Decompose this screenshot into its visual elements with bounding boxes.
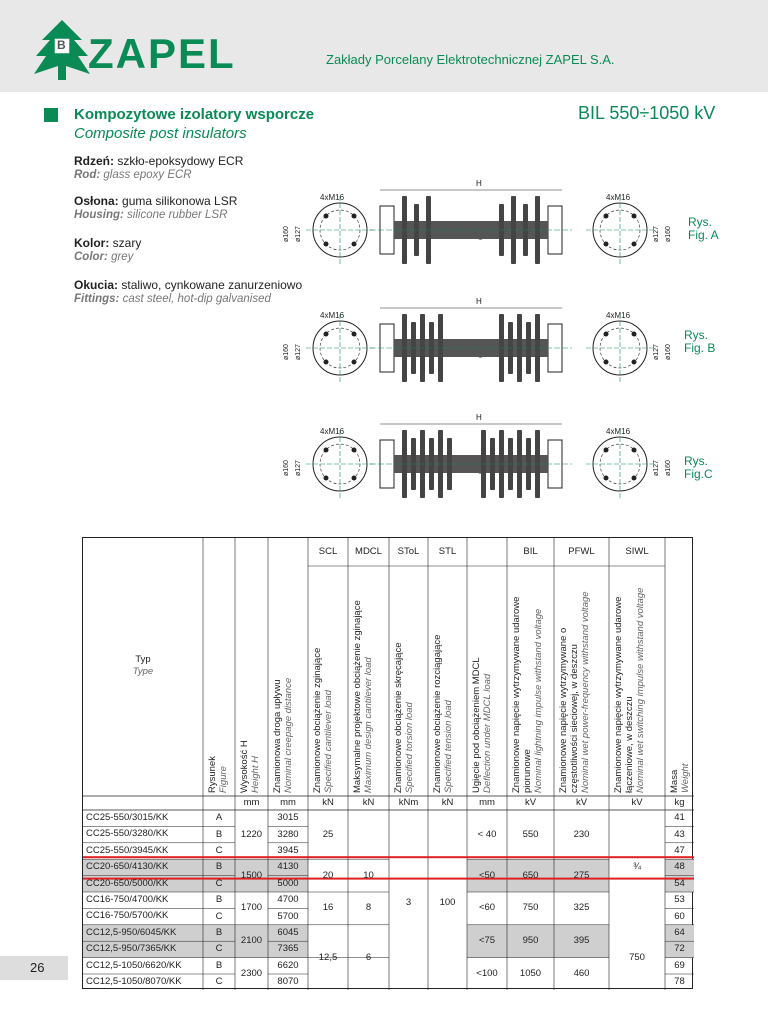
header-8: Ugięcie pod obciążeniem MDCL Deflection under MDCL load bbox=[471, 657, 493, 793]
fig-c-label: Rys. Fig.C bbox=[684, 454, 713, 481]
group-mdcl: 8 bbox=[365, 902, 372, 914]
company-name: Zakłady Porcelany Elektrotechnicznej ZAPEL S.A. bbox=[326, 52, 615, 67]
fig-a-d160-right: ø160 bbox=[665, 226, 672, 242]
row-mass: 53 bbox=[674, 894, 685, 906]
header-2: Wysokość H Height H bbox=[239, 740, 261, 793]
fig-c-left-end-bolt-hole bbox=[324, 476, 329, 481]
unit-cell: mm bbox=[243, 797, 260, 808]
fig-c-left-end-bolt-hole bbox=[352, 476, 357, 481]
row-figure: C bbox=[215, 910, 223, 922]
spec-color: Kolor: szary Color: grey bbox=[74, 236, 142, 263]
row-type: CC12,5-950/6045/KK bbox=[86, 926, 177, 938]
fig-a-right-end-bolt-hole bbox=[632, 214, 637, 219]
row-mass: 47 bbox=[674, 845, 685, 856]
spec-housing: Osłona: guma silikonowa LSR Housing: silicone rubber LSR bbox=[74, 194, 238, 221]
logo-text: ZAPEL bbox=[88, 30, 236, 77]
header-5: Maksymalne projektowe obciążenie zginające Maximum design cantilever load bbox=[352, 600, 374, 793]
group-mdcl: 10 bbox=[363, 869, 374, 881]
row-mass: 41 bbox=[674, 812, 685, 824]
group-bil: 650 bbox=[522, 869, 539, 881]
header-12: Masa Weight bbox=[669, 763, 691, 793]
fig-c-right-end-bolt-hole bbox=[632, 448, 637, 453]
row-figure: A bbox=[215, 812, 223, 824]
fig-b-right-end-bolt-hole bbox=[604, 332, 609, 337]
row-type: CC12,5-1050/6620/KK bbox=[86, 959, 182, 971]
fig-b-d127-left: ø127 bbox=[295, 344, 302, 360]
unit-cell: kV bbox=[575, 797, 588, 808]
group-mdcl-merged: 6 bbox=[365, 951, 372, 963]
abbr-pfwl: PFWL bbox=[568, 546, 595, 557]
fig-b-label: Rys. Fig. B bbox=[684, 328, 716, 355]
fig-a-d127-left: ø127 bbox=[295, 226, 302, 242]
fig-b-d160-right: ø160 bbox=[665, 344, 672, 360]
row-type: CC25-550/3280/KK bbox=[86, 828, 169, 840]
fig-a-right-end-bolt-hole bbox=[604, 214, 609, 219]
insulator-drawings bbox=[270, 168, 680, 498]
page-number: 26 bbox=[0, 956, 68, 980]
fig-a-d127-right: ø127 bbox=[653, 226, 660, 242]
fig-b-bolt-label-left: 4xM16 bbox=[320, 311, 345, 320]
row-mass: 43 bbox=[674, 828, 685, 840]
unit-cell: kg bbox=[674, 797, 685, 808]
row-figure: B bbox=[215, 828, 223, 840]
fig-c-d160-right: ø160 bbox=[665, 460, 672, 476]
row-creepage: 5000 bbox=[277, 877, 299, 889]
fig-c-right-end-bolt-hole bbox=[632, 476, 637, 481]
fig-b-h-label: H bbox=[476, 297, 482, 306]
row-creepage: 4130 bbox=[277, 861, 299, 873]
row-figure: B bbox=[215, 927, 223, 938]
type-header-en: Type bbox=[132, 666, 154, 677]
fig-a-label: Rys. Fig. A bbox=[688, 215, 719, 242]
fig-b-left-end-bolt-hole bbox=[324, 360, 329, 365]
fig-a-d160-left: ø160 bbox=[283, 226, 290, 242]
row-creepage: 4700 bbox=[277, 894, 299, 906]
row-type: CC20-650/4130/KK bbox=[86, 861, 169, 873]
unit-cell: kNm bbox=[398, 797, 419, 808]
row-type: CC25-550/3015/KK bbox=[86, 812, 169, 823]
group-pfwl: 395 bbox=[573, 935, 590, 947]
abbr-stl: STL bbox=[438, 546, 457, 557]
row-type: CC25-550/3945/KK bbox=[86, 844, 169, 856]
row-creepage: 3945 bbox=[277, 845, 299, 856]
header-6: Znamionowe obciążenie skręcające Specified torsion load bbox=[393, 642, 415, 793]
fig-b-d127-right: ø127 bbox=[653, 344, 660, 360]
fig-c-d160-left: ø160 bbox=[283, 460, 290, 476]
group-pfwl: 275 bbox=[573, 869, 590, 881]
group-deflection: <60 bbox=[478, 902, 496, 914]
group-pfwl: 230 bbox=[573, 828, 590, 840]
abbr-scl: SCL bbox=[318, 546, 338, 557]
bil-range: BIL 550÷1050 kV bbox=[578, 103, 716, 123]
fig-b-left-end-bolt-hole bbox=[352, 360, 357, 365]
row-creepage: 7365 bbox=[277, 943, 299, 955]
fig-c-d127-right: ø127 bbox=[653, 460, 660, 476]
fig-b-d160-left: ø160 bbox=[283, 344, 290, 360]
fig-a-left-end-bolt-hole bbox=[352, 214, 357, 219]
fig-a-left-end-bolt-hole bbox=[324, 214, 329, 219]
stol-value: 3 bbox=[405, 896, 412, 908]
type-header: Typ bbox=[135, 654, 151, 665]
group-height: 2300 bbox=[240, 968, 263, 979]
group-scl: 20 bbox=[322, 869, 334, 881]
unit-cell: kV bbox=[524, 797, 537, 808]
section-marker bbox=[44, 108, 58, 122]
row-figure: B bbox=[215, 861, 223, 873]
unit-cell: kN bbox=[362, 797, 375, 808]
spec-rod: Rdzeń: szkło-epoksydowy ECR Rod: glass epoxy ECR bbox=[74, 154, 244, 181]
fig-c-left-end-bolt-hole bbox=[324, 448, 329, 453]
row-mass: 54 bbox=[674, 877, 685, 889]
group-deflection: <100 bbox=[476, 968, 498, 979]
group-scl-merged: 12,5 bbox=[318, 951, 338, 963]
header-9: Znamionowe napięcie wytrzymywane udarowe piorunowe Nominal lightning impulse withstand voltage bbox=[511, 596, 544, 793]
group-height: 1700 bbox=[240, 902, 263, 914]
row-mass: 72 bbox=[674, 943, 685, 955]
fig-b-right-end-bolt-hole bbox=[632, 360, 637, 365]
group-pfwl: 460 bbox=[573, 968, 590, 979]
group-deflection: < 40 bbox=[477, 828, 497, 840]
row-creepage: 3015 bbox=[277, 812, 299, 824]
unit-cell: mm bbox=[479, 797, 495, 808]
row-creepage: 6045 bbox=[277, 927, 299, 938]
header-3: Znamionowa droga upływu Nominal creepage distance bbox=[272, 677, 294, 793]
row-mass: 78 bbox=[674, 976, 685, 988]
fig-c-bolt-label-right: 4xM16 bbox=[606, 427, 631, 436]
group-bil: 550 bbox=[522, 828, 539, 840]
header-7: Znamionowe obciążenie rozciągające Specified tension load bbox=[432, 634, 454, 793]
fig-b-right-end-bolt-hole bbox=[604, 360, 609, 365]
spec-table bbox=[82, 537, 693, 989]
group-height: 1500 bbox=[240, 869, 263, 881]
group-bil: 950 bbox=[522, 935, 539, 947]
fig-a-left-end-bolt-hole bbox=[324, 242, 329, 247]
row-figure: C bbox=[215, 943, 223, 955]
header-4: Znamionowe obciążenie zginające Specified cantilever load bbox=[312, 647, 334, 793]
fig-c-left-end-bolt-hole bbox=[352, 448, 357, 453]
table-grid bbox=[83, 538, 694, 990]
fig-c-d127-left: ø127 bbox=[295, 460, 302, 476]
abbr-bil: BIL bbox=[523, 546, 538, 557]
row-type: CC12,5-1050/8070/KK bbox=[86, 976, 182, 987]
row-type: CC16-750/5700/KK bbox=[86, 910, 169, 922]
group-deflection: <50 bbox=[478, 869, 496, 881]
row-type: CC20-650/5000/KK bbox=[86, 877, 169, 889]
fig-a-right-end-bolt-hole bbox=[604, 242, 609, 247]
unit-cell: kN bbox=[441, 797, 454, 808]
fig-a-bolt-label-left: 4xM16 bbox=[320, 193, 345, 202]
fig-a-right-end-bolt-hole bbox=[632, 242, 637, 247]
fig-c-h-label: H bbox=[476, 413, 482, 422]
row-mass: 64 bbox=[674, 927, 685, 938]
unit-cell: mm bbox=[280, 797, 296, 808]
abbr-mdcl: MDCL bbox=[355, 546, 382, 557]
abbr-stol: SToL bbox=[397, 546, 420, 557]
group-scl: 25 bbox=[322, 828, 334, 840]
row-figure: B bbox=[215, 894, 223, 906]
group-deflection: <75 bbox=[478, 935, 496, 947]
group-scl: 16 bbox=[322, 902, 334, 914]
fig-b-left-end-bolt-hole bbox=[352, 332, 357, 337]
fig-b-bolt-label-right: 4xM16 bbox=[606, 311, 631, 320]
group-bil: 750 bbox=[522, 902, 539, 914]
row-mass: 60 bbox=[674, 910, 685, 922]
fig-a-bolt-label-right: 4xM16 bbox=[606, 193, 631, 202]
abbr-siwl: SIWL bbox=[625, 546, 649, 557]
row-creepage: 3280 bbox=[277, 828, 299, 840]
row-figure: C bbox=[215, 877, 223, 889]
unit-cell: kV bbox=[631, 797, 643, 808]
fig-c-right-end-bolt-hole bbox=[604, 476, 609, 481]
row-mass: 69 bbox=[674, 959, 685, 971]
logo-letter: B bbox=[57, 38, 66, 52]
unit-cell: kN bbox=[322, 797, 334, 808]
fig-a-left-end-bolt-hole bbox=[352, 242, 357, 247]
header-11: Znamionowe napięcie wytrzymywane udarowe łączeniowe, w deszczu Nominal wet switching impulse withstand voltage bbox=[613, 587, 646, 793]
title-pl: Kompozytowe izolatory wsporcze bbox=[74, 106, 315, 123]
title-en: Composite post insulators bbox=[74, 125, 247, 142]
row-figure: C bbox=[215, 845, 223, 856]
row-creepage: 5700 bbox=[277, 910, 299, 922]
header-10: Znamionowe napięcie wytrzymywane o częstotliwości sieciowej, w deszczu Nominal wet power-frequency withstand voltage bbox=[558, 591, 591, 793]
group-pfwl: 325 bbox=[573, 902, 590, 914]
group-height: 2100 bbox=[240, 935, 263, 947]
siwl-dash: ¾ bbox=[633, 861, 641, 873]
spec-fittings: Okucia: staliwo, cynkowane zanurzeniowo Fittings: cast steel, hot-dip galvanised bbox=[74, 278, 303, 305]
row-figure: B bbox=[215, 959, 223, 971]
fig-b-right-end-bolt-hole bbox=[632, 332, 637, 337]
fig-c-bolt-label-left: 4xM16 bbox=[320, 427, 345, 436]
row-type: CC12,5-950/7365/KK bbox=[86, 943, 177, 955]
fig-b-left-end-bolt-hole bbox=[324, 332, 329, 337]
stl-value: 100 bbox=[439, 896, 456, 908]
header-1: Rysunek Figure bbox=[207, 756, 229, 793]
row-figure: C bbox=[215, 976, 223, 988]
row-type: CC16-750/4700/KK bbox=[86, 894, 169, 905]
row-mass: 48 bbox=[674, 861, 685, 873]
siwl-750: 750 bbox=[629, 951, 645, 963]
row-creepage: 6620 bbox=[277, 959, 299, 971]
fig-c-right-end-bolt-hole bbox=[604, 448, 609, 453]
group-bil: 1050 bbox=[519, 968, 542, 979]
row-creepage: 8070 bbox=[277, 976, 299, 988]
group-height: 1220 bbox=[240, 828, 263, 840]
fig-a-h-label: H bbox=[476, 179, 482, 188]
